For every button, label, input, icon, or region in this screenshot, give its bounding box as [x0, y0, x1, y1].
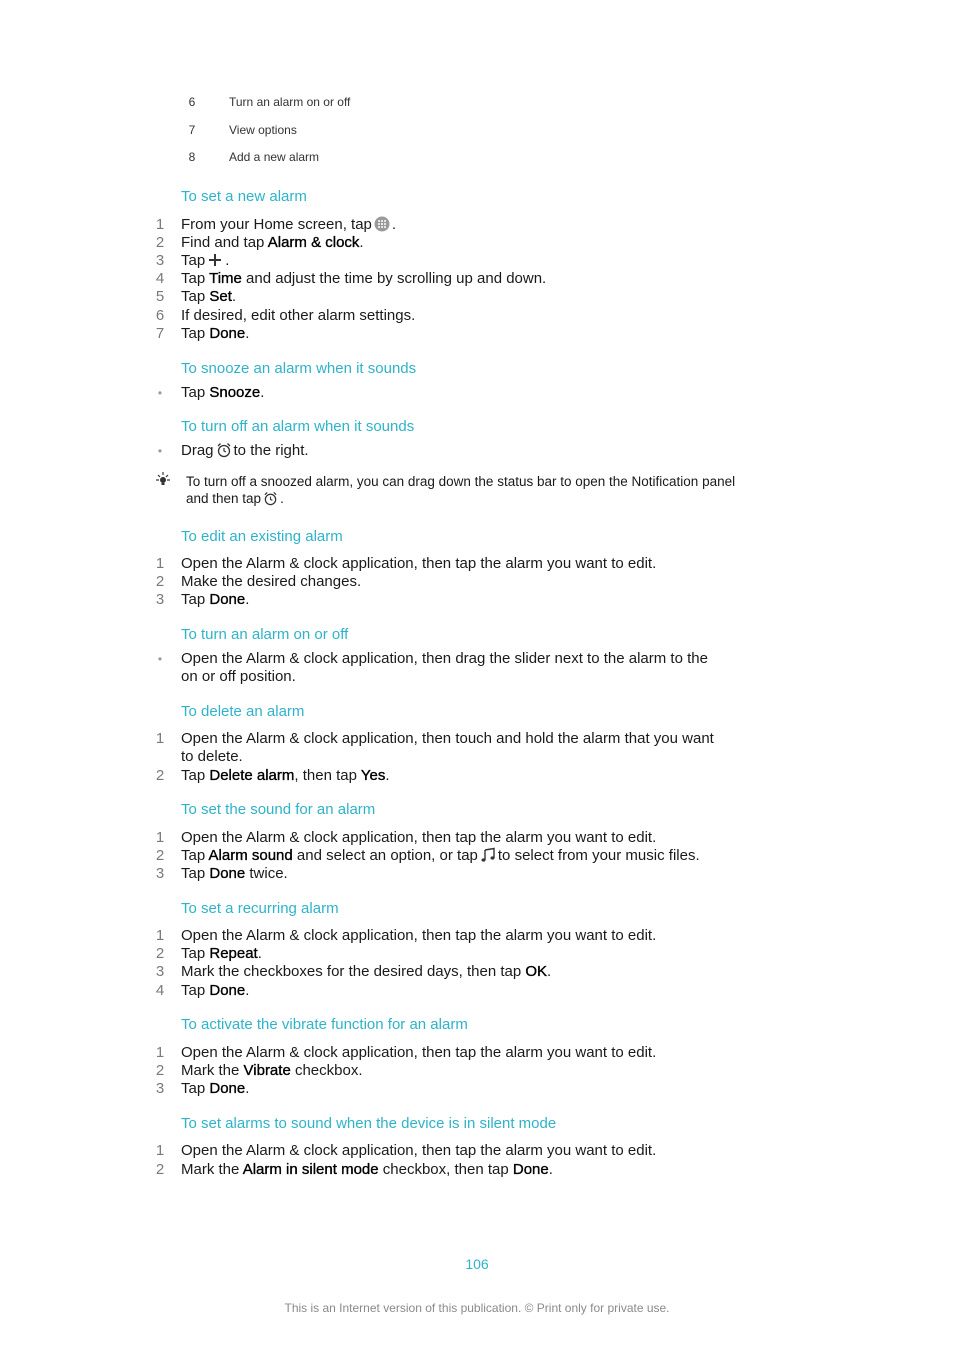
music-note-icon	[480, 847, 496, 868]
step-text: Tap .	[181, 252, 229, 273]
section-heading-turn-off: To turn off an alarm when it sounds	[181, 418, 415, 435]
step-text: Tap Alarm sound and select an option, or tap to select from your music files.	[181, 847, 700, 868]
alarm-clock-icon	[216, 442, 232, 463]
section-heading-silent-mode: To set alarms to sound when the device is in silent mode	[181, 1115, 557, 1132]
step-number: 3	[155, 591, 165, 608]
legend-number: 7	[188, 123, 196, 137]
bullet: •	[157, 652, 163, 666]
section-heading-sound: To set the sound for an alarm	[181, 801, 376, 818]
apps-grid-icon	[374, 216, 390, 237]
step-number: 1	[155, 829, 165, 846]
step-number: 1	[155, 927, 165, 944]
lightbulb-tip-icon	[155, 471, 171, 492]
step-text: From your Home screen, tap .	[181, 216, 396, 237]
section-heading-vibrate: To activate the vibrate function for an alarm	[181, 1016, 468, 1033]
step-number: 1	[155, 216, 165, 233]
step-number: 4	[155, 982, 165, 999]
step-text: Mark the Alarm in silent mode checkbox, then tap Done.	[181, 1161, 553, 1178]
step-number: 2	[155, 573, 165, 590]
step-number: 3	[155, 865, 165, 882]
step-number: 3	[155, 963, 165, 980]
step-text: Tap Repeat.	[181, 945, 262, 962]
step-text: Mark the Vibrate checkbox.	[181, 1062, 363, 1079]
step-text: Tap Set.	[181, 288, 237, 305]
step-text: Open the Alarm & clock application, then tap the alarm you want to edit.	[181, 1044, 657, 1061]
legend-number: 6	[188, 95, 196, 109]
legend-text: Add a new alarm	[229, 150, 320, 164]
step-number: 1	[155, 1142, 165, 1159]
step-number: 2	[155, 1062, 165, 1079]
step-text: Find and tap Alarm & clock.	[181, 234, 364, 251]
step-text-line2: to delete.	[181, 748, 243, 765]
legend-text: View options	[229, 123, 297, 137]
step-number: 2	[155, 1161, 165, 1178]
tip-text-line2: and then tap .	[186, 490, 284, 510]
step-number: 1	[155, 730, 165, 747]
legend-text: Turn an alarm on or off	[229, 95, 351, 109]
step-text: Make the desired changes.	[181, 573, 362, 590]
step-text: Drag to the right.	[181, 442, 309, 463]
step-text: If desired, edit other alarm settings.	[181, 307, 416, 324]
section-heading-set-new-alarm: To set a new alarm	[181, 188, 307, 205]
section-heading-on-off: To turn an alarm on or off	[181, 626, 349, 643]
step-number: 4	[155, 270, 165, 287]
page-number: 106	[465, 1256, 489, 1272]
section-heading-edit: To edit an existing alarm	[181, 528, 343, 545]
step-text-line1: Open the Alarm & clock application, then drag the slider next to the alarm to the	[181, 650, 708, 667]
tip-text-line1: To turn off a snoozed alarm, you can drag down the status bar to open the Notification panel	[186, 474, 736, 489]
step-text: Open the Alarm & clock application, then tap the alarm you want to edit.	[181, 555, 657, 572]
step-text: Mark the checkboxes for the desired days, then tap OK.	[181, 963, 552, 980]
step-number: 5	[155, 288, 165, 305]
step-number: 2	[155, 945, 165, 962]
step-number: 2	[155, 847, 165, 864]
section-heading-snooze: To snooze an alarm when it sounds	[181, 360, 417, 377]
step-number: 2	[155, 767, 165, 784]
footer-notice: This is an Internet version of this publication. © Print only for private use.	[284, 1301, 670, 1315]
bullet: •	[157, 444, 163, 458]
alarm-clock-icon	[263, 491, 278, 510]
step-text: Open the Alarm & clock application, then tap the alarm you want to edit.	[181, 829, 657, 846]
step-number: 3	[155, 252, 165, 269]
step-text: Tap Done.	[181, 591, 250, 608]
section-heading-recurring: To set a recurring alarm	[181, 900, 339, 917]
step-text: Tap Done.	[181, 1080, 250, 1097]
step-text-line1: Open the Alarm & clock application, then touch and hold the alarm that you want	[181, 730, 714, 747]
step-number: 6	[155, 307, 165, 324]
step-text: Tap Done twice.	[181, 865, 288, 882]
step-text: Open the Alarm & clock application, then tap the alarm you want to edit.	[181, 1142, 657, 1159]
step-text: Tap Time and adjust the time by scrolling up and down.	[181, 270, 547, 287]
step-number: 1	[155, 555, 165, 572]
step-number: 2	[155, 234, 165, 251]
step-text: Tap Delete alarm, then tap Yes.	[181, 767, 390, 784]
step-number: 7	[155, 325, 165, 342]
step-text: Tap Done.	[181, 982, 250, 999]
step-text: Tap Done.	[181, 325, 250, 342]
bullet: •	[157, 386, 163, 400]
step-text-line2: on or off position.	[181, 668, 296, 685]
legend-number: 8	[188, 150, 196, 164]
step-number: 3	[155, 1080, 165, 1097]
step-text: Tap Snooze.	[181, 384, 265, 401]
step-text: Open the Alarm & clock application, then tap the alarm you want to edit.	[181, 927, 657, 944]
step-number: 1	[155, 1044, 165, 1061]
section-heading-delete: To delete an alarm	[181, 703, 305, 720]
